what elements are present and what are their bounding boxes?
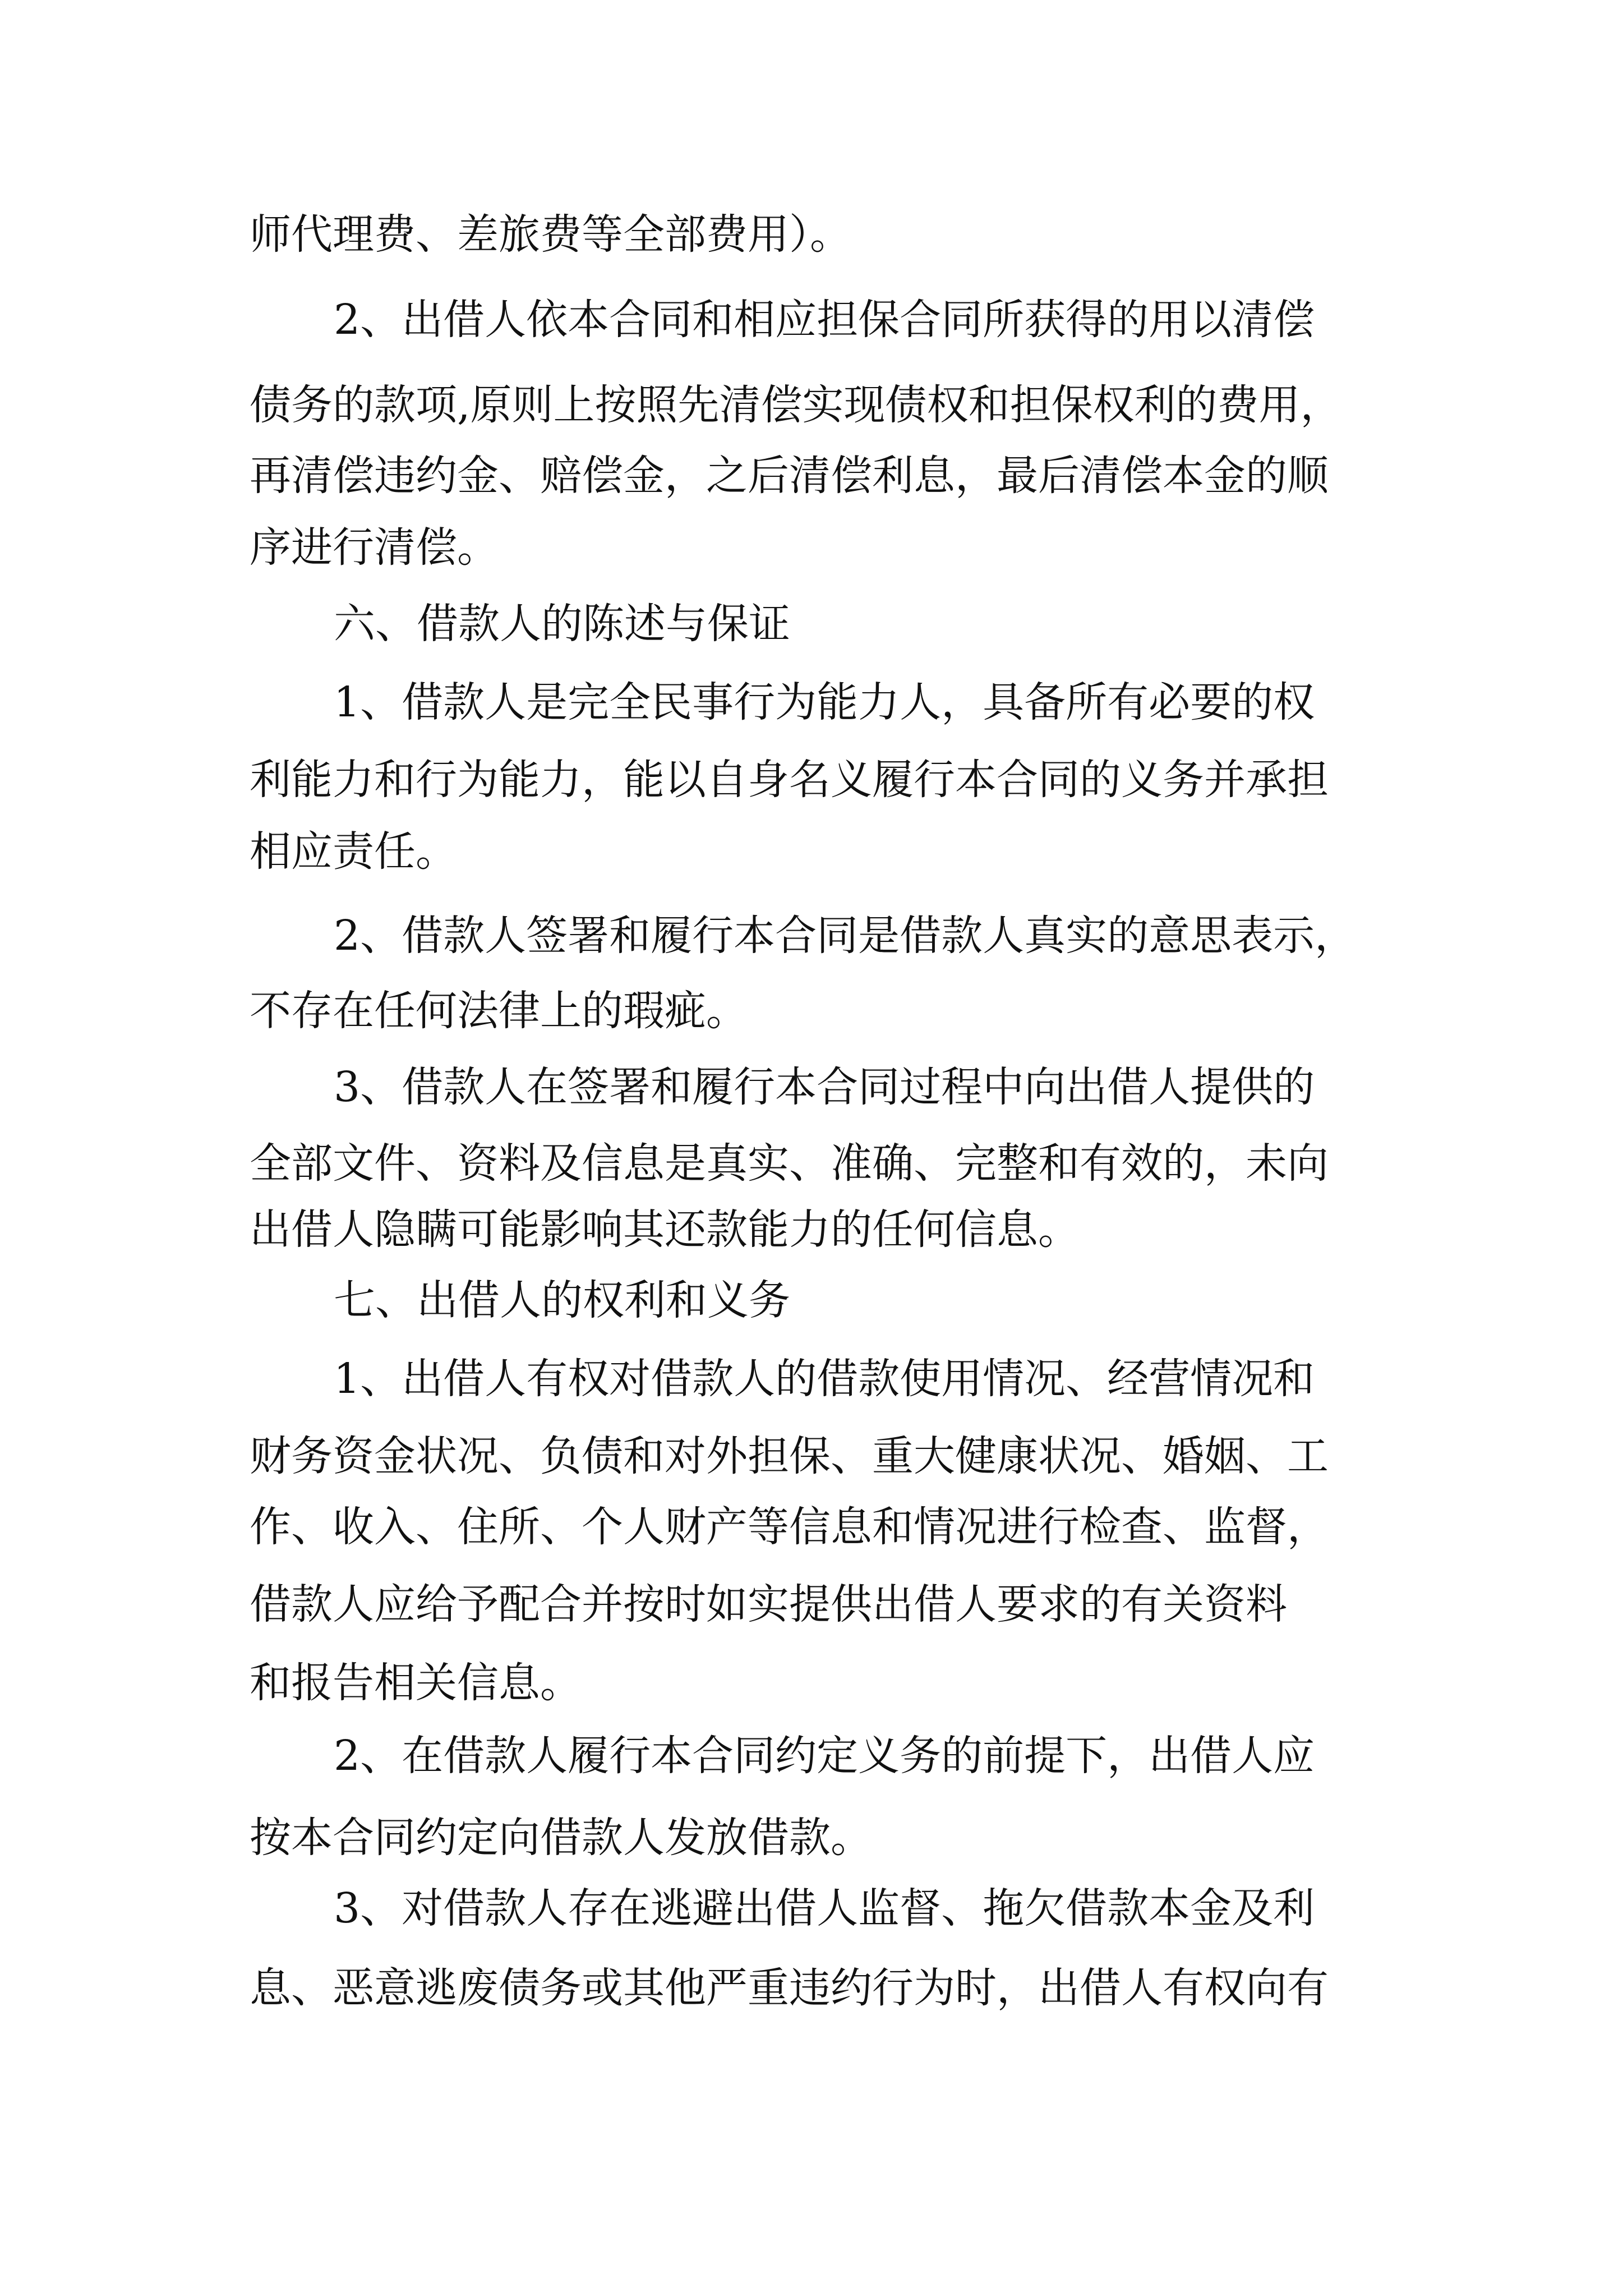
text-line: 息、恶意逃废债务或其他严重违约行为时，出借人有权向有 [250, 1964, 1329, 2012]
text-line: 出借人隐瞒可能影响其还款能力的任何信息。 [250, 1205, 1080, 1254]
text-line: 作、收入、住所、个人财产等信息和情况进行检查、监督， [250, 1503, 1329, 1551]
text-line: 序进行清偿。 [250, 523, 499, 572]
text-line: 债务的款项,原则上按照先清偿实现债权和担保权利的费用， [250, 381, 1342, 429]
text-line: 和报告相关信息。 [250, 1659, 582, 1707]
text-line: 按本合同约定向借款人发放借款。 [250, 1814, 872, 1862]
text-line: 借款人应给予配合并按时如实提供出借人要求的有关资料 [250, 1580, 1287, 1628]
text-line: 2、在借款人履行本合同约定义务的前提下，出借人应 [334, 1732, 1315, 1780]
text-line: 再清偿违约金、赔偿金，之后清偿利息，最后清偿本金的顺 [250, 452, 1329, 500]
section-heading: 六、借款人的陈述与保证 [334, 600, 790, 648]
text-line: 利能力和行为能力，能以自身名义履行本合同的义务并承担 [250, 756, 1329, 804]
text-line: 财务资金状况、负债和对外担保、重大健康状况、婚姻、工 [250, 1432, 1329, 1480]
text-line: 师代理费、差旅费等全部费用）。 [250, 210, 851, 259]
text-line: 全部文件、资料及信息是真实、准确、完整和有效的，未向 [250, 1139, 1329, 1188]
text-line: 相应责任。 [250, 827, 457, 876]
text-line: 1、借款人是完全民事行为能力人，具备所有必要的权 [334, 678, 1315, 726]
text-line: 不存在任何法律上的瑕疵。 [250, 987, 748, 1035]
text-line: 1、出借人有权对借款人的借款使用情况、经营情况和 [334, 1355, 1315, 1403]
text-line: 3、对借款人存在逃避出借人监督、拖欠借款本金及利 [334, 1884, 1315, 1932]
text-line: 2、出借人依本合同和相应担保合同所获得的用以清偿 [334, 296, 1315, 344]
section-heading: 七、出借人的权利和义务 [334, 1276, 790, 1324]
text-line: 2、借款人签署和履行本合同是借款人真实的意思表示， [334, 912, 1357, 960]
text-line: 3、借款人在签署和履行本合同过程中向出借人提供的 [334, 1063, 1315, 1111]
